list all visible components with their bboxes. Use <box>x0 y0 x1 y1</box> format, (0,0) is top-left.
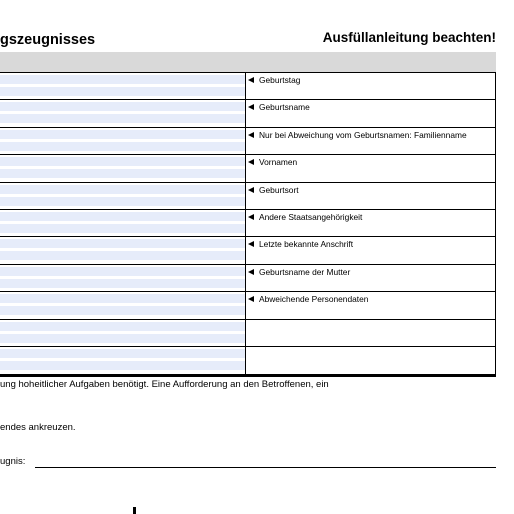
checkbox-instruction: endes ankreuzen. <box>0 422 76 433</box>
address-input-line2[interactable] <box>0 251 245 260</box>
birth-name-input[interactable] <box>0 102 245 111</box>
left-arrow-icon <box>248 241 254 247</box>
row-label: Letzte bekannte Anschrift <box>259 239 354 250</box>
label-cell <box>245 291 496 319</box>
family-name-input-line2[interactable] <box>0 142 245 151</box>
citizenship-input[interactable] <box>0 212 245 221</box>
left-arrow-icon <box>248 296 254 302</box>
certificate-input-line[interactable] <box>35 467 496 468</box>
table-row <box>0 99 496 126</box>
row-label: Andere Staatsangehörigkeit <box>259 212 363 222</box>
row-label: Geburtstag <box>259 75 301 85</box>
left-arrow-icon <box>248 104 254 110</box>
form-title: gszeugnisses <box>0 32 96 48</box>
mother-birth-name-input-line2[interactable] <box>0 279 245 288</box>
header-bar <box>0 52 496 72</box>
label-cell <box>245 72 496 100</box>
birthplace-input-line2[interactable] <box>0 197 245 206</box>
row-label: Abweichende Personendaten <box>259 294 369 305</box>
table-row <box>0 154 496 181</box>
row-label: Geburtsname der Mutter <box>259 266 351 277</box>
label-cell <box>245 346 496 374</box>
row-label: Vornamen <box>259 157 298 168</box>
first-names-input-line2[interactable] <box>0 169 245 178</box>
label-cell <box>245 182 496 210</box>
certificate-field-label: ugnis: <box>0 456 26 467</box>
extra-input-2[interactable] <box>0 349 245 358</box>
table-row <box>0 209 496 236</box>
label-cell <box>245 264 496 292</box>
first-names-input[interactable] <box>0 157 245 166</box>
personal-data-input[interactable] <box>0 294 245 303</box>
label-cell <box>245 154 496 182</box>
left-arrow-icon <box>248 159 254 165</box>
note-text: ung hoheitlicher Aufgaben benötigt. Eine Aufforderung an den Betroffenen, ein <box>0 379 329 390</box>
edge-mark <box>133 507 136 514</box>
table-row <box>0 264 496 291</box>
left-arrow-icon <box>248 132 254 138</box>
left-arrow-icon <box>248 77 254 83</box>
left-arrow-icon <box>248 269 254 275</box>
table-row <box>0 319 496 346</box>
citizenship-input-line2[interactable] <box>0 224 245 233</box>
label-cell <box>245 209 496 237</box>
table-row <box>0 346 496 373</box>
table-row <box>0 182 496 209</box>
left-arrow-icon <box>248 214 254 220</box>
table-row <box>0 72 496 99</box>
personal-data-table <box>0 72 496 376</box>
extra-input-1-line2[interactable] <box>0 334 245 343</box>
instructions-hint: Ausfüllanleitung beachten! <box>322 30 496 45</box>
left-arrow-icon <box>248 187 254 193</box>
row-label: Nur bei Abweichung vom Geburtsnamen: Familienname <box>259 129 467 140</box>
address-input[interactable] <box>0 239 245 248</box>
table-row <box>0 291 496 318</box>
family-name-input[interactable] <box>0 130 245 139</box>
label-cell <box>245 127 496 155</box>
personal-data-input-line2[interactable] <box>0 306 245 315</box>
table-row <box>0 127 496 154</box>
label-cell <box>245 236 496 264</box>
birthday-input[interactable] <box>0 75 245 84</box>
row-label: Geburtsname <box>259 102 310 113</box>
label-cell <box>245 319 496 347</box>
birthday-input-line2[interactable] <box>0 87 245 96</box>
mother-birth-name-input[interactable] <box>0 267 245 276</box>
row-label: Geburtsort <box>259 184 299 195</box>
birth-name-input-line2[interactable] <box>0 114 245 123</box>
extra-input-1[interactable] <box>0 322 245 331</box>
table-row <box>0 236 496 263</box>
table-bottom-rule <box>0 374 496 377</box>
birthplace-input[interactable] <box>0 185 245 194</box>
extra-input-2-line2[interactable] <box>0 361 245 370</box>
label-cell <box>245 99 496 127</box>
